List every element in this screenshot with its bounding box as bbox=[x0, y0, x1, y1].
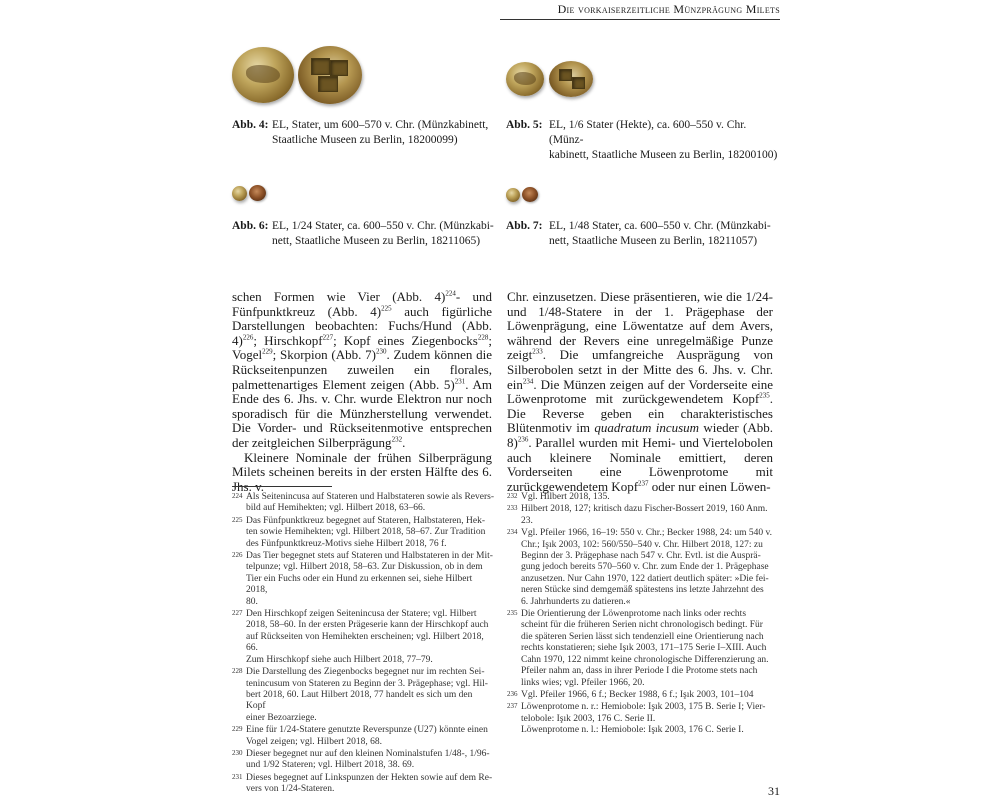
figure-7-caption bbox=[506, 219, 780, 251]
footnote-number: 226 bbox=[232, 551, 243, 560]
footnote-ref: 226 bbox=[242, 333, 254, 342]
footnote-number: 237 bbox=[507, 702, 518, 711]
coin-obverse-image bbox=[232, 186, 247, 201]
footnote-ref: 235 bbox=[759, 391, 770, 400]
footnote: 229 Eine für 1/24-Statere genutzte Reverspunze (U27) könnte einen Vogel zeigen; vgl. Hilbert 2018, 68. bbox=[232, 725, 488, 747]
footnote-number: 231 bbox=[232, 772, 243, 781]
caption-text: EL, 1/48 Stater, ca. 600–550 v. Chr. (Münzkabi- bbox=[549, 220, 771, 232]
footnote-ref: 230 bbox=[375, 348, 387, 357]
footnotes-right bbox=[507, 492, 777, 738]
footnote-number: 229 bbox=[232, 725, 243, 734]
footnote-number: 232 bbox=[507, 492, 518, 500]
body-paragraph: schen Formen wie Vier (Abb. 4)$^{224}$- und Fünfpunktkreuz (Abb. 4)$^{225}$ auch figürliche Darstellungen beobachten: Fuchs/Hund (Abb. 4)$^{226}$; Hirschkopf$^{227}$; Kopf eines Ziegenbocks$^{228}$; Vogel$^{229}$; Skorpion (Abb. 7)$^{230}$. Zudem können die Rückseitenpunzen zuweilen ein florales, palmettenartiges Element zeigen (Abb. 5)$^{231}$. Am Ende des 6. Jhs. v. Chr. wurde Elektron nur noch sporadisch für die Münzherstellung verwendet. Die Vorder- und Rückseitenmotive entsprechen der zeitgleichen Silberprägung$^{232}$. bbox=[232, 289, 493, 450]
running-head: Die vorkaiserzeitliche Münzprägung Milets bbox=[500, 2, 780, 20]
footnote-number: 224 bbox=[232, 492, 243, 500]
footnote: 233 Hilbert 2018, 127; kritisch dazu Fischer-Bossert 2019, 160 Anm. 23. bbox=[507, 504, 768, 526]
coin-obverse-image bbox=[506, 62, 544, 96]
footnote-ref: 231 bbox=[454, 377, 466, 386]
footnote: 228 Die Darstellung des Ziegenbocks begegnet nur im rechten Sei- tenincusum von Stateren zu Beginn der 3. Prägephase; vgl. Hil- bert 2018, 60. Laut Hilbert 2018, 77 handelt es sich um den Kopf einer Bezoarziege. bbox=[232, 667, 488, 723]
footnote-number: 225 bbox=[232, 515, 243, 524]
footnote-number: 228 bbox=[232, 667, 243, 676]
caption-text: Staatliche Museen zu Berlin, 18200099) bbox=[272, 134, 458, 146]
coin-obverse-image bbox=[506, 188, 520, 202]
caption-label: Abb. 5: bbox=[506, 119, 543, 131]
footnote-ref: 225 bbox=[381, 304, 392, 313]
footnote-ref: 232 bbox=[391, 435, 403, 444]
coin-reverse-image bbox=[522, 187, 538, 202]
caption-text: EL, Stater, um 600–570 v. Chr. (Münzkabinett, bbox=[272, 119, 489, 131]
caption-label: Abb. 6: bbox=[232, 220, 269, 232]
footnote: 237 Löwenprotome n. r.: Hemiobole: Işık 2003, 175 B. Serie I; Vier- telobole: Işık 2003, 176 C. Serie II. Löwenprotome n. l.: Hemiobole: Işık 2003, 176 C. Serie I. bbox=[507, 702, 766, 736]
footnote: 225 Das Fünfpunktkreuz begegnet auf Stateren, Halbstateren, Hek- ten sowie Hemihekten; vgl. Hilbert 2018, 58–67. Zur Tradition des Fünfpunktkreuz-Motivs siehe Hilbert 2018, 76 f. bbox=[232, 515, 486, 549]
body-paragraph: Chr. einzusetzen. Diese präsentieren, wie die 1/24- und 1/48-Statere in der 1. Prägephase der Löwenprägung, eine Löwentatze auf dem Avers, während der Revers eine unregelmäßige Punze zeigt$^{233}$. Die umfangreiche Ausprägung von Silberobolen setzt in der Mitte des 6. Jhs. v. Chr. ein$^{234}$. Die Münzen zeigen auf der Vorderseite eine Löwenprotome mit zurückgewendetem Kopf$^{235}$. Die Reverse geben ein charakteristisches Blütenmotiv im quadratum incusum wieder (Abb. 8)$^{236}$. Parallel wurden mit Hemi- und Viertelobolen auch kleinere Nominale emittiert, deren Vorderseiten eine Löwenprotome mit zurückgewendetem Kopf$^{237}$ oder nur einen Löwen- bbox=[507, 289, 773, 494]
footnote: 227 Den Hirschkopf zeigen Seitenincusa der Statere; vgl. Hilbert 2018, 58–60. In der ersten Prägeserie kann der Hirschkopf auch auf Rückseiten von Hemihekten erscheinen; vgl. Hilbert 2018, 66. Zum Hirschkopf siehe auch Hilbert 2018, 77–79. bbox=[232, 609, 489, 665]
caption-text: kabinett, Staatliche Museen zu Berlin, 18200100) bbox=[549, 149, 778, 161]
footnote: 224 Als Seitenincusa auf Stateren und Halbstateren sowie als Revers- bild auf Hemihekten; vgl. Hilbert 2018, 63–66. bbox=[232, 492, 494, 514]
coin-reverse-image bbox=[249, 185, 266, 201]
footnote-ref: 229 bbox=[262, 348, 273, 357]
footnote: 236 Vgl. Pfeiler 1966, 6 f.; Becker 1988, 6 f.; Işık 2003, 101–104 bbox=[507, 689, 754, 700]
figure-4-caption bbox=[232, 118, 494, 150]
body-paragraph: Kleinere Nominale der frühen Silberprägung Milets scheinen bereits in der ersten Hälfte des 6. Jhs. v. bbox=[232, 449, 492, 494]
coin-reverse-image bbox=[298, 46, 362, 104]
caption-text: EL, 1/24 Stater, ca. 600–550 v. Chr. (Münzkabi- bbox=[272, 220, 494, 232]
footnote: 235 Die Orientierung der Löwenprotome nach links oder rechts scheint für die früheren Serien nicht chronologisch bedingt. Für die späteren Serien lässt sich tendenziell eine Orientierung nach rechts konstatieren; siehe Işık 2003, 171–175 Serie I–XIII. Auch Cahn 1970, 122 nimmt keine chronologische Differenzierung an. Pfeiler nahm an, dass in ihrer Periode I die Protome stets nach links wies; vgl. Pfeiler 1966, 20. bbox=[507, 609, 769, 688]
footnote: 231 Dieses begegnet auf Linkspunzen der Hekten sowie auf dem Re- vers von 1/24-Stateren. bbox=[232, 772, 493, 795]
page-number: 31 bbox=[768, 784, 780, 798]
footnote-ref: 237 bbox=[638, 479, 649, 488]
footnote-number: 227 bbox=[232, 609, 243, 618]
footnote-ref: 234 bbox=[522, 377, 534, 386]
footnote-ref: 228 bbox=[477, 333, 489, 342]
body-column-left bbox=[232, 290, 492, 494]
footnote-number: 236 bbox=[507, 689, 518, 698]
footnote-number: 233 bbox=[507, 504, 518, 513]
caption-text: nett, Staatliche Museen zu Berlin, 18211065) bbox=[272, 235, 481, 247]
caption-text: nett, Staatliche Museen zu Berlin, 18211057) bbox=[549, 235, 758, 247]
figure-6-caption bbox=[232, 219, 494, 251]
footnotes-left bbox=[232, 492, 494, 797]
footnote: 232 Vgl. Hilbert 2018, 135. bbox=[507, 492, 610, 502]
footnote-number: 234 bbox=[507, 528, 518, 537]
body-column-right bbox=[507, 290, 773, 494]
footnote-separator bbox=[232, 486, 332, 487]
coin-obverse-image bbox=[232, 47, 294, 103]
caption-text: EL, 1/6 Stater (Hekte), ca. 600–550 v. Chr. (Münz- bbox=[549, 119, 747, 146]
footnote-ref: 227 bbox=[322, 333, 334, 342]
footnote: 234 Vgl. Pfeiler 1966, 16–19: 550 v. Chr.; Becker 1988, 24: um 540 v. Chr.; Işık 2003, 102: 560/550–540 v. Chr. Hilbert 2018, 127: zu Beginn der 3. Prägephase nach 547 v. Chr. Evtl. ist die Ausprä- gung jedoch bereits 570–560 v. Chr. zum Ende der 1. Prägephase anzusetzen. Nur Cahn 1970, 122 datiert deutlich später: »Die fei- neren Stücke sind demgemäß spätestens ins letzte Jahrzehnt des 6. Jahrhunderts zu datieren.« bbox=[507, 528, 773, 607]
footnote-number: 230 bbox=[232, 748, 243, 757]
footnote-ref: 233 bbox=[532, 348, 543, 357]
coin-reverse-image bbox=[549, 61, 593, 97]
footnote-ref: 224 bbox=[445, 289, 456, 298]
footnote-number: 235 bbox=[507, 609, 518, 618]
caption-label: Abb. 4: bbox=[232, 119, 269, 131]
footnote: 226 Das Tier begegnet stets auf Stateren und Halbstateren in der Mit- telpunze; vgl. Hilbert 2018, 58–63. Zur Diskussion, ob in dem Tier ein Fuchs oder ein Hund zu erkennen sei, siehe Hilbert 2018, 80. bbox=[232, 551, 493, 607]
figure-5-caption bbox=[506, 118, 780, 161]
footnote: 230 Dieser begegnet nur auf den kleinen Nominalstufen 1/48-, 1/96- und 1/92 Stateren; vgl. Hilbert 2018, 38. 69. bbox=[232, 748, 490, 771]
footnote-ref: 236 bbox=[517, 435, 529, 444]
caption-label: Abb. 7: bbox=[506, 220, 543, 232]
